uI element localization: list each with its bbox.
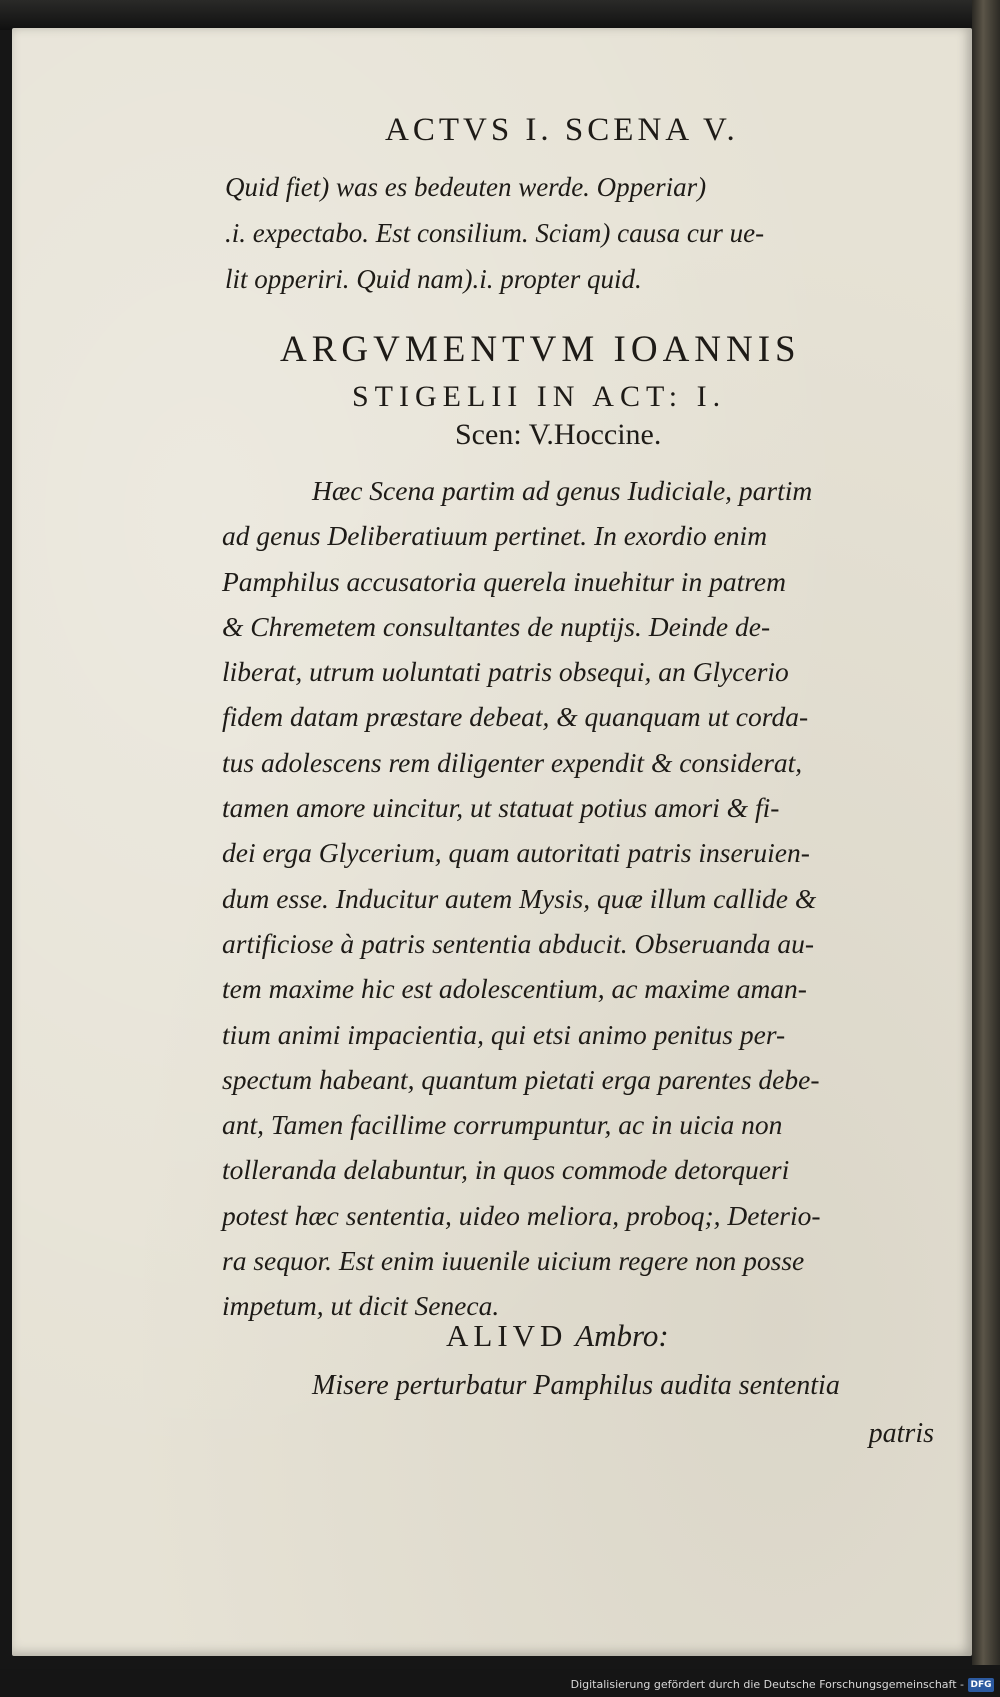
aliud-heading: [446, 1318, 669, 1354]
body-line: fidem datam præstare debeat, & quanquam ut corda-: [222, 701, 809, 733]
aliud-author: Ambro:: [575, 1318, 669, 1353]
catchword: patris: [868, 1418, 934, 1449]
argumentum-body: [222, 468, 942, 1329]
body-line: tium animi impacientia, qui etsi animo penitus per-: [222, 1018, 786, 1050]
gloss-block: [225, 164, 941, 302]
body-line: Hæc Scena partim ad genus Iudiciale, partim: [312, 475, 813, 506]
body-line: potest hæc sententia, uideo meliora, proboq;, Deterio-: [222, 1199, 821, 1231]
running-head: ACTVS I. SCENA V.: [385, 112, 739, 148]
aliud-line: Misere perturbatur Pamphilus audita sententia: [312, 1370, 840, 1401]
body-line: liberat, utrum uoluntati patris obsequi, an Glycerio: [222, 656, 789, 688]
gloss-line: lit opperiri. Quid nam).i. propter quid.: [225, 264, 642, 294]
argumentum-scene: Scen: V.Hoccine.: [455, 418, 662, 451]
argumentum-subtitle: STIGELII IN ACT: I.: [352, 380, 727, 413]
argumentum-title: ARGVMENTVM IOANNIS: [280, 329, 801, 370]
body-line: ant, Tamen facillime corrumpuntur, ac in uicia non: [222, 1109, 783, 1141]
aliud-caps: ALIVD: [446, 1318, 568, 1353]
body-line: dum esse. Inducitur autem Mysis, quæ illum callide &: [222, 882, 817, 914]
footer-bar: [0, 1669, 1000, 1697]
body-line: impetum, ut dicit Seneca.: [222, 1290, 500, 1322]
book-edge: [972, 0, 1000, 1665]
body-line: tolleranda delabuntur, in quos commode detorqueri: [222, 1154, 790, 1186]
scan-top-border: [0, 0, 1000, 30]
body-line: ad genus Deliberatiuum pertinet. In exordio enim: [222, 520, 768, 552]
gloss-line: Quid fiet) was es bedeuten werde. Opperiar): [225, 172, 707, 202]
aliud-body: [312, 1362, 942, 1458]
body-line: dei erga Glycerium, quam autoritati patris inseruien-: [222, 837, 810, 869]
body-line: ra sequor. Est enim iuuenile uicium regere non posse: [222, 1245, 805, 1277]
body-line: artificiose à patris sententia abducit. Obseruanda au-: [222, 927, 814, 959]
body-line: tem maxime hic est adolescentium, ac maxime aman-: [222, 973, 807, 1005]
body-line: tamen amore uincitur, ut statuat potius amori & fi-: [222, 792, 780, 824]
body-line: tus adolescens rem diligenter expendit & considerat,: [222, 746, 803, 778]
gloss-line: .i. expectabo. Est consilium. Sciam) causa cur ue-: [225, 218, 765, 248]
funding-credit: Digitalisierung gefördert durch die Deutsche Forschungsgemeinschaft -: [570, 1678, 964, 1691]
body-line: & Chremetem consultantes de nuptijs. Deinde de-: [222, 610, 771, 642]
body-line: Pamphilus accusatoria querela inuehitur in patrem: [222, 565, 786, 597]
body-line: spectum habeant, quantum pietati erga parentes debe-: [222, 1063, 820, 1095]
dfg-logo-icon: DFG: [968, 1678, 994, 1692]
